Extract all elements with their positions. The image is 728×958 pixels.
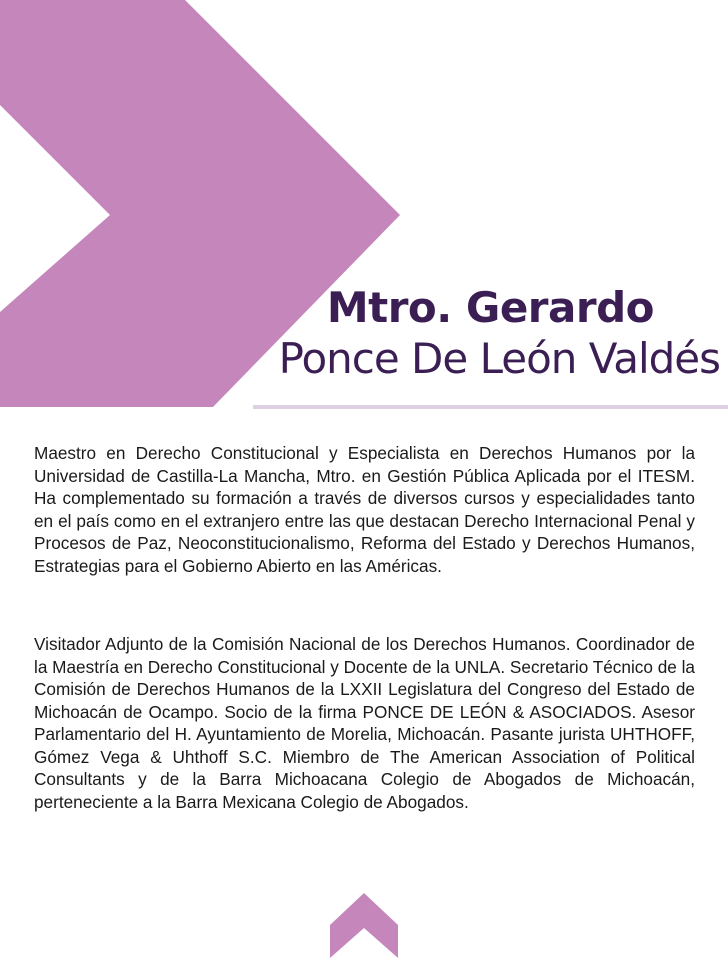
bio-paragraph-1: Maestro en Derecho Constitucional y Especialista en Derechos Humanos por la Universidad de Castilla-La Mancha, Mtro. en Gestión Pública Aplicada por el ITESM. Ha complementado su formación a través de diversos cursos y especialidades tanto en el país como en el extranjero entre las que destacan Derecho Internacional Penal y Procesos de Paz, Neoconstitucionalismo, Reforma del Estado y Derechos Humanos, Estrategias para el Gobierno Abierto en las Américas. (34, 443, 695, 576)
divider-line (253, 405, 728, 409)
profile-name (279, 282, 720, 384)
profile-last-name: Ponce De León Valdés (278, 334, 720, 383)
chevron-up-icon (330, 893, 398, 958)
profile-first-name: Mtro. Gerardo (326, 283, 654, 332)
bio-paragraph-2: Visitador Adjunto de la Comisión Nacional de los Derechos Humanos. Coordinador de la Maestría en Derecho Constitucional y Docente de la UNLA. Secretario Técnico de la Comisión de Derechos Humanos de la LXXII Legislatura del Congreso del Estado de Michoacán de Ocampo. Socio de la firma PONCE DE LEÓN & ASOCIADOS. Asesor Parlamentario del H. Ayuntamiento de Morelia, Michoacán. Pasante jurista UHTHOFF, Gómez Vega & Uhthoff S.C. Miembro de The American Association of Political Consultants y de la Barra Michoacana Colegio de Abogados de Michoacán, perteneciente a la Barra Mexicana Colegio de Abogados. (34, 634, 695, 812)
